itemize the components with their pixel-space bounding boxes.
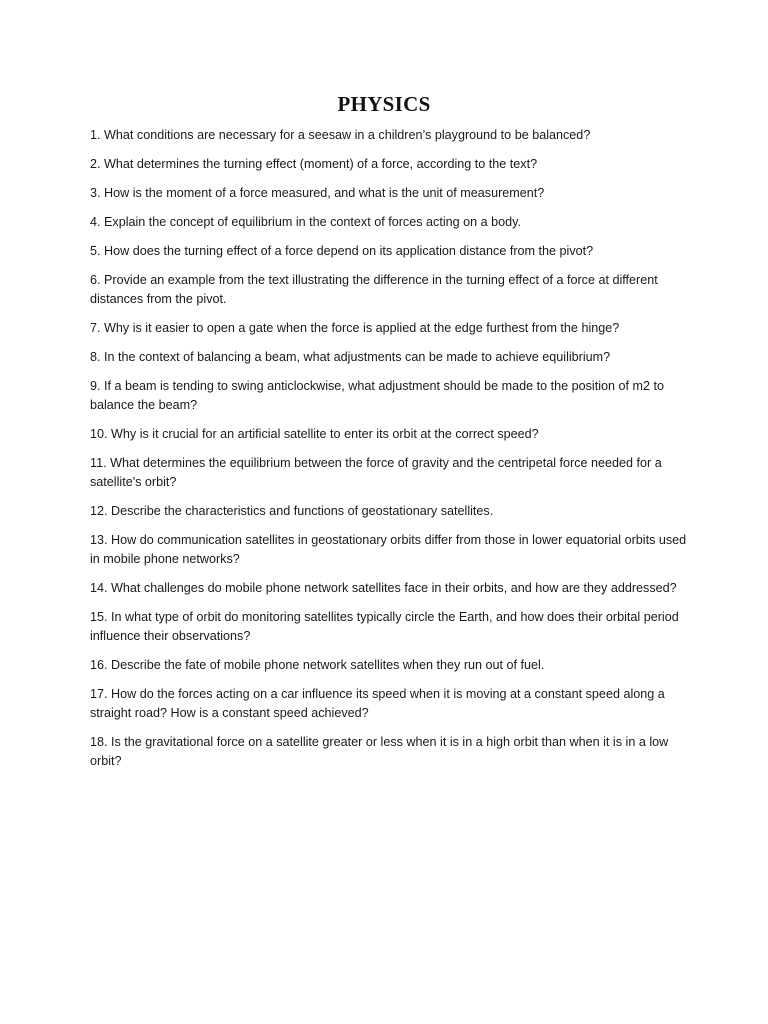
question-item: 15. In what type of orbit do monitoring satellites typically circle the Earth, and how does their orbital period influence their observations? [90,610,679,643]
question-item: 8. In the context of balancing a beam, what adjustments can be made to achieve equilibrium? [90,350,611,364]
question-item: 9. If a beam is tending to swing anticlockwise, what adjustment should be made to the position of m2 to balance the beam? [90,379,665,412]
question-item: 16. Describe the fate of mobile phone network satellites when they run out of fuel. [90,658,545,672]
question-item: 18. Is the gravitational force on a satellite greater or less when it is in a high orbit than when it is in a low orbit? [90,735,669,768]
question-item: 10. Why is it crucial for an artificial satellite to enter its orbit at the correct speed? [90,427,539,441]
question-item: 2. What determines the turning effect (moment) of a force, according to the text? [90,157,538,171]
question-item: 17. How do the forces acting on a car influence its speed when it is moving at a constant speed along a straight road? How is a constant speed achieved? [90,687,665,720]
question-item: 6. Provide an example from the text illustrating the difference in the turning effect of a force at different distances from the pivot. [90,273,658,306]
question-item: 11. What determines the equilibrium between the force of gravity and the centripetal force needed for a satellite's orbit? [90,456,662,489]
question-item: 12. Describe the characteristics and functions of geostationary satellites. [90,504,494,518]
question-item: 14. What challenges do mobile phone network satellites face in their orbits, and how are they addressed? [90,581,677,595]
question-item: 1. What conditions are necessary for a seesaw in a children’s playground to be balanced? [90,128,591,142]
question-item: 4. Explain the concept of equilibrium in the context of forces acting on a body. [90,215,522,229]
question-list [90,126,690,781]
question-item: 13. How do communication satellites in geostationary orbits differ from those in lower equatorial orbits used in mobile phone networks? [90,533,687,566]
question-item: 5. How does the turning effect of a force depend on its application distance from the pivot? [90,244,594,258]
question-item: 3. How is the moment of a force measured, and what is the unit of measurement? [90,186,545,200]
page-title: PHYSICS [337,92,431,116]
question-item: 7. Why is it easier to open a gate when the force is applied at the edge furthest from the hinge? [90,321,620,335]
